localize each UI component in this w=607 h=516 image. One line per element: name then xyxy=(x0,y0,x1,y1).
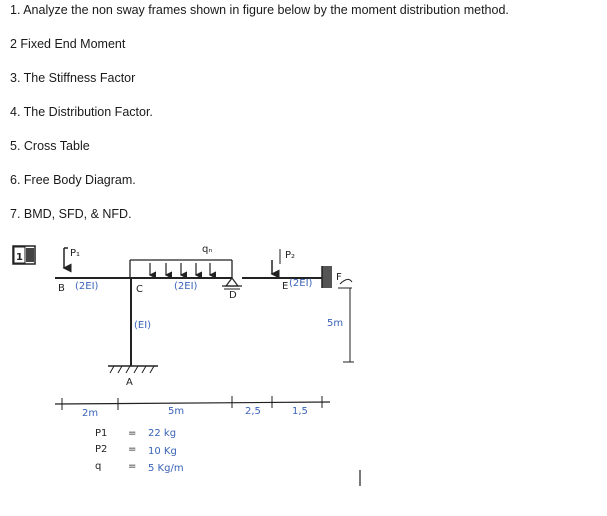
dim-height: 5m xyxy=(327,318,344,329)
item-cross-table: 5. Cross Table xyxy=(10,139,90,153)
node-d: D xyxy=(229,290,237,301)
dim-d-to-p2: 2,5 xyxy=(245,406,261,417)
figure-badge xyxy=(13,246,35,264)
stiffness-cd: (2EI) xyxy=(174,281,198,292)
svg-text:1: 1 xyxy=(16,252,23,263)
support-d xyxy=(222,278,242,289)
dim-mid: 5m xyxy=(168,406,185,417)
stiffness-bc: (2EI) xyxy=(75,281,99,292)
dim-line xyxy=(55,402,330,404)
dim-p2-to-f: 1,5 xyxy=(292,406,308,417)
node-a: A xyxy=(126,377,133,388)
svg-text:=: = xyxy=(128,444,137,455)
value-p2 xyxy=(95,444,177,457)
q-label: qₙ xyxy=(202,244,213,255)
node-b: B xyxy=(58,283,65,294)
node-e: E xyxy=(282,281,289,292)
svg-text:P2: P2 xyxy=(95,444,108,455)
question-title: 1. Analyze the non sway frames shown in figure below by the moment distribution method. xyxy=(10,3,509,17)
node-f: F xyxy=(336,272,342,283)
svg-text:=: = xyxy=(128,428,137,439)
support-f xyxy=(322,266,332,288)
item-distribution-factor: 4. The Distribution Factor. xyxy=(10,105,153,119)
stiffness-ef: (2EI) xyxy=(289,278,313,289)
svg-text:5 Kg/m: 5 Kg/m xyxy=(148,463,184,474)
stiffness-ca: (EI) xyxy=(134,320,152,331)
item-fixed-end-moment: 2 Fixed End Moment xyxy=(10,37,126,51)
svg-text:22 kg: 22 kg xyxy=(148,428,177,439)
dim-left: 2m xyxy=(82,408,99,419)
value-p1 xyxy=(95,428,176,439)
node-c: C xyxy=(136,284,143,295)
svg-text:10 Kg: 10 Kg xyxy=(148,446,177,457)
svg-text:P1: P1 xyxy=(95,428,108,439)
frame-figure xyxy=(0,236,607,516)
value-q xyxy=(95,461,184,474)
item-free-body-diagram: 6. Free Body Diagram. xyxy=(10,173,136,187)
svg-text:q: q xyxy=(95,461,102,472)
item-stiffness-factor: 3. The Stiffness Factor xyxy=(10,71,136,85)
svg-text:=: = xyxy=(128,461,137,472)
p2-label: P₂ xyxy=(285,250,296,261)
p1-label: P₁ xyxy=(70,248,81,259)
item-bmd-sfd-nfd: 7. BMD, SFD, & NFD. xyxy=(10,207,132,221)
